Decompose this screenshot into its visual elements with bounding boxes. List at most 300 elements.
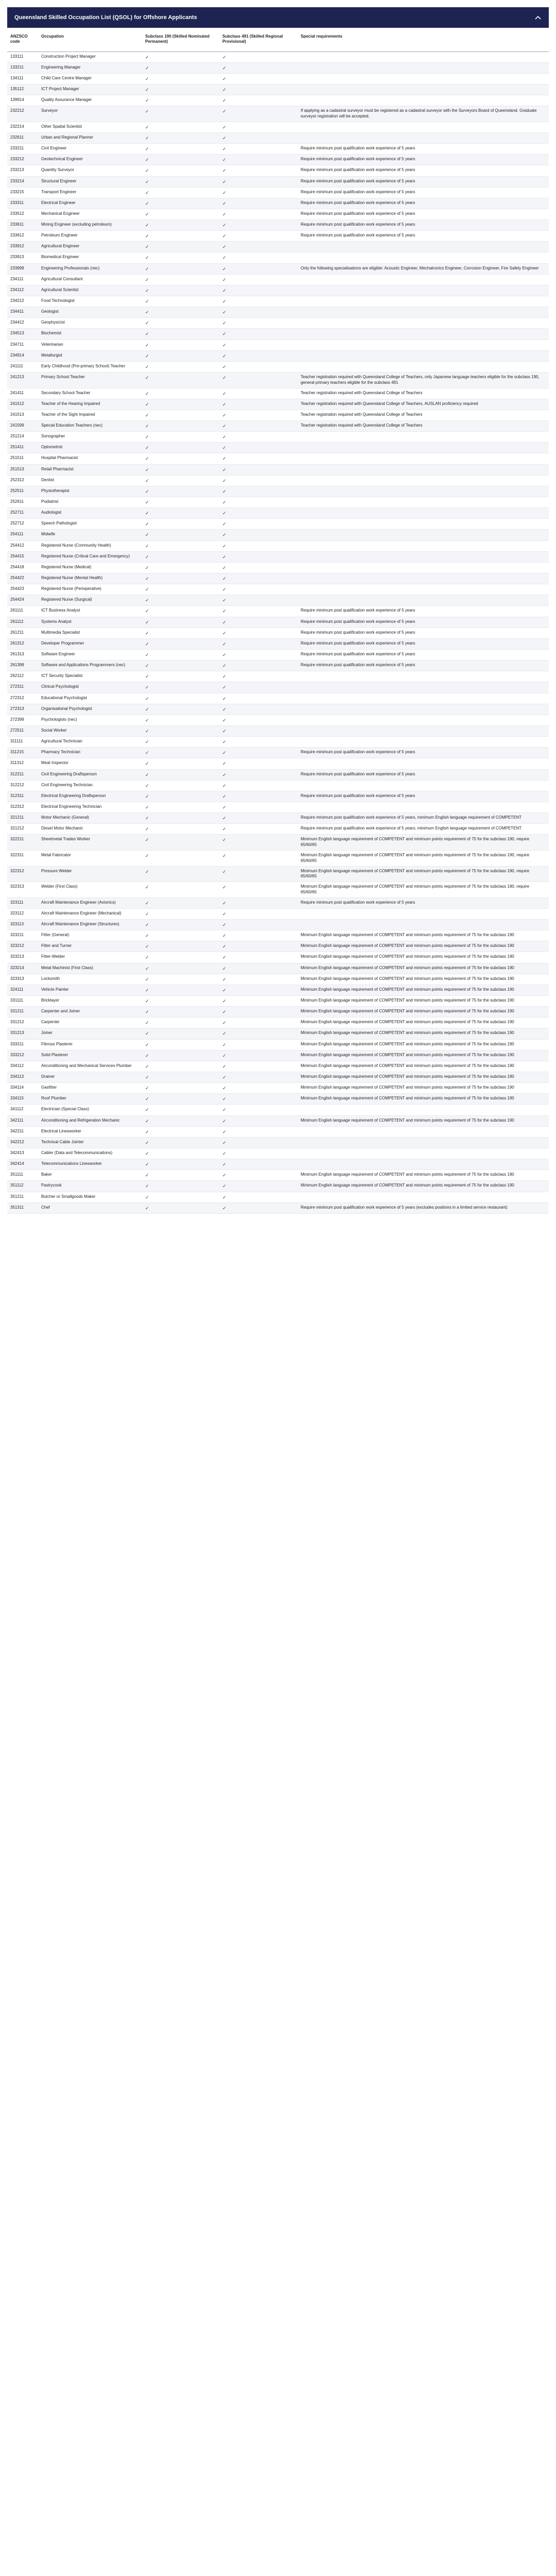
- special-requirements-cell: [298, 443, 549, 453]
- special-requirements-cell: [298, 704, 549, 715]
- special-requirements-cell: Minimum English language requirement of COMPETENT and minimum points requirement of 75 for the subclass 190: [298, 963, 549, 974]
- anzsco-code-cell: 241599: [7, 421, 38, 432]
- subclass-190-cell: ✓: [142, 930, 219, 941]
- special-requirements-cell: Minimum English language requirement of COMPETENT and minimum points requirement of 75 for the subclass 190: [298, 1170, 549, 1181]
- anzsco-code-cell: 135112: [7, 84, 38, 95]
- subclass-190-cell: ✓: [142, 73, 219, 84]
- subclass-491-cell: ✓: [219, 519, 298, 530]
- occupation-cell: Welder (First Class): [38, 882, 142, 898]
- special-requirements-cell: [298, 573, 549, 584]
- table-row: [7, 650, 549, 660]
- anzsco-code-cell: 342212: [7, 1137, 38, 1148]
- table-row: [7, 519, 549, 530]
- anzsco-code-cell: 234513: [7, 329, 38, 340]
- occupation-cell: Optometrist: [38, 443, 142, 453]
- table-row: [7, 399, 549, 410]
- occupation-cell: Bricklayer: [38, 996, 142, 1007]
- special-requirements-cell: [298, 274, 549, 285]
- subclass-491-cell: ✓: [219, 638, 298, 649]
- special-requirements-cell: [298, 584, 549, 595]
- subclass-491-cell: ✓: [219, 187, 298, 198]
- subclass-190-cell: ✓: [142, 307, 219, 318]
- subclass-190-cell: ✓: [142, 1148, 219, 1159]
- table-row: [7, 486, 549, 497]
- occupation-cell: Special Education Teachers (nec): [38, 421, 142, 432]
- special-requirements-cell: Require minimum post qualification work experience of 5 years, minimum English language requirement of COMPETENT: [298, 824, 549, 835]
- special-requirements-cell: Require minimum post qualification work experience of 5 years: [298, 628, 549, 638]
- anzsco-code-cell: 334114: [7, 1083, 38, 1094]
- anzsco-code-cell: 323111: [7, 897, 38, 908]
- subclass-190-cell: ✓: [142, 274, 219, 285]
- anzsco-code-cell: 234212: [7, 296, 38, 307]
- table-row: [7, 242, 549, 252]
- occupation-cell: Construction Project Manager: [38, 52, 142, 62]
- special-requirements-cell: [298, 671, 549, 682]
- anzsco-code-cell: 311215: [7, 748, 38, 758]
- subclass-190-cell: ✓: [142, 1050, 219, 1061]
- occupation-cell: Veterinarian: [38, 340, 142, 350]
- anzsco-code-cell: 323212: [7, 941, 38, 952]
- subclass-491-cell: ✓: [219, 475, 298, 486]
- occupation-cell: Quantity Surveyor: [38, 165, 142, 176]
- subclass-491-cell: ✓: [219, 835, 298, 851]
- special-requirements-cell: Minimum English language requirement of COMPETENT and minimum points requirement of 75 for the subclass 190: [298, 1061, 549, 1072]
- anzsco-code-cell: 331212: [7, 1018, 38, 1028]
- table-row: [7, 443, 549, 453]
- subclass-491-cell: ✓: [219, 769, 298, 780]
- anzsco-code-cell: 334113: [7, 1072, 38, 1083]
- subclass-190-cell: ✓: [142, 410, 219, 420]
- anzsco-code-cell: 254423: [7, 584, 38, 595]
- subclass-190-cell: ✓: [142, 573, 219, 584]
- occupation-cell: Electrical Engineering Draftsperson: [38, 791, 142, 802]
- table-row: [7, 1018, 549, 1028]
- subclass-190-cell: ✓: [142, 671, 219, 682]
- occupation-cell: Child Care Centre Manager: [38, 73, 142, 84]
- table-row: [7, 540, 549, 551]
- special-requirements-cell: [298, 802, 549, 812]
- subclass-491-cell: ✓: [219, 464, 298, 475]
- subclass-491-cell: ✓: [219, 908, 298, 919]
- subclass-491-cell: ✓: [219, 758, 298, 769]
- subclass-491-cell: ✓: [219, 176, 298, 187]
- anzsco-code-cell: 134111: [7, 73, 38, 84]
- subclass-491-cell: ✓: [219, 866, 298, 882]
- subclass-190-cell: ✓: [142, 1083, 219, 1094]
- anzsco-code-cell: 312312: [7, 802, 38, 812]
- subclass-190-cell: ✓: [142, 198, 219, 209]
- subclass-491-cell: ✓: [219, 1083, 298, 1094]
- occupation-cell: Electrician (Special Class): [38, 1105, 142, 1115]
- special-requirements-cell: [298, 920, 549, 930]
- anzsco-code-cell: 323112: [7, 908, 38, 919]
- table-row: [7, 165, 549, 176]
- subclass-491-cell: ✓: [219, 952, 298, 963]
- anzsco-code-cell: 254415: [7, 551, 38, 562]
- subclass-190-cell: ✓: [142, 95, 219, 106]
- anzsco-code-cell: 232212: [7, 106, 38, 122]
- special-requirements-cell: [298, 132, 549, 143]
- occupation-cell: ICT Business Analyst: [38, 606, 142, 617]
- table-row: [7, 638, 549, 649]
- subclass-491-cell: ✓: [219, 252, 298, 263]
- occupation-cell: Multimedia Specialist: [38, 628, 142, 638]
- occupation-cell: Carpenter: [38, 1018, 142, 1028]
- special-requirements-cell: [298, 1126, 549, 1137]
- occupation-cell: Early Childhood (Pre-primary School) Teacher: [38, 361, 142, 372]
- subclass-491-cell: ✓: [219, 52, 298, 62]
- occupation-cell: Surveyor: [38, 106, 142, 122]
- table-row: [7, 432, 549, 443]
- anzsco-code-cell: 322311: [7, 850, 38, 866]
- occupation-cell: Pastrycook: [38, 1181, 142, 1192]
- subclass-190-cell: ✓: [142, 263, 219, 274]
- special-requirements-cell: Teacher registration required with Queensland College of Teachers, only Japanese language teachers eligible for the subclass 190, general primary teachers eligible for the subclass 491: [298, 372, 549, 388]
- special-requirements-cell: If applying as a cadastral surveyor must be registered as a cadastral surveyor with the Surveyors Board of Queensland. Graduate surveyor registration will be accepted.: [298, 106, 549, 122]
- occupation-cell: Aircraft Maintenance Engineer (Avionics): [38, 897, 142, 908]
- table-row: [7, 1061, 549, 1072]
- anzsco-code-cell: 232214: [7, 122, 38, 132]
- table-row: [7, 758, 549, 769]
- occupation-cell: Joiner: [38, 1028, 142, 1039]
- table-row: [7, 410, 549, 420]
- anzsco-code-cell: 234111: [7, 274, 38, 285]
- special-requirements-cell: Minimum English language requirement of COMPETENT and minimum points requirement of 75 for the subclass 190, require 65/60/65: [298, 835, 549, 851]
- subclass-491-cell: ✓: [219, 122, 298, 132]
- occupation-cell: Food Technologist: [38, 296, 142, 307]
- subclass-190-cell: ✓: [142, 682, 219, 693]
- accordion-header[interactable]: [7, 7, 549, 28]
- subclass-190-cell: ✓: [142, 974, 219, 985]
- occupation-cell: Aircraft Maintenance Engineer (Structures): [38, 920, 142, 930]
- table-row: [7, 144, 549, 155]
- occupation-cell: Carpenter and Joiner: [38, 1007, 142, 1018]
- table-row: [7, 1050, 549, 1061]
- column-header-subclass-491: Subclass 491 (Skilled Regional Provisional): [219, 31, 298, 52]
- occupation-cell: Electrical Engineering Technician: [38, 802, 142, 812]
- special-requirements-cell: Minimum English language requirement of COMPETENT and minimum points requirement of 75 for the subclass 190: [298, 1050, 549, 1061]
- subclass-190-cell: ✓: [142, 660, 219, 671]
- subclass-190-cell: ✓: [142, 802, 219, 812]
- special-requirements-cell: [298, 307, 549, 318]
- special-requirements-cell: [298, 562, 549, 573]
- special-requirements-cell: [298, 1148, 549, 1159]
- table-row: [7, 791, 549, 802]
- occupation-cell: Educational Psychologist: [38, 693, 142, 704]
- anzsco-code-cell: 261312: [7, 638, 38, 649]
- table-row: [7, 606, 549, 617]
- subclass-491-cell: ✓: [219, 84, 298, 95]
- subclass-190-cell: ✓: [142, 791, 219, 802]
- subclass-491-cell: ✓: [219, 1028, 298, 1039]
- occupation-cell: Mechanical Engineer: [38, 209, 142, 219]
- anzsco-code-cell: 321212: [7, 824, 38, 835]
- table-row: [7, 274, 549, 285]
- table-row: [7, 220, 549, 231]
- occupation-cell: Registered Nurse (Mental Health): [38, 573, 142, 584]
- special-requirements-cell: [298, 725, 549, 736]
- occupation-cell: Meat Inspector: [38, 758, 142, 769]
- subclass-190-cell: ✓: [142, 530, 219, 540]
- chevron-up-icon[interactable]: [534, 14, 542, 21]
- anzsco-code-cell: 241411: [7, 388, 38, 399]
- anzsco-code-cell: 254412: [7, 540, 38, 551]
- occupation-cell: Quality Assurance Manager: [38, 95, 142, 106]
- special-requirements-cell: [298, 1105, 549, 1115]
- table-row: [7, 1126, 549, 1137]
- table-row: [7, 850, 549, 866]
- subclass-491-cell: ✓: [219, 693, 298, 704]
- anzsco-code-cell: 251513: [7, 464, 38, 475]
- anzsco-code-cell: 351111: [7, 1170, 38, 1181]
- special-requirements-cell: Minimum English language requirement of COMPETENT and minimum points requirement of 75 for the subclass 190: [298, 1181, 549, 1192]
- table-row: [7, 1039, 549, 1050]
- occupation-cell: Agricultural Consultant: [38, 274, 142, 285]
- anzsco-code-cell: 252312: [7, 475, 38, 486]
- subclass-491-cell: ✓: [219, 372, 298, 388]
- table-row: [7, 1159, 549, 1170]
- special-requirements-cell: Minimum English language requirement of COMPETENT and minimum points requirement of 75 for the subclass 190: [298, 941, 549, 952]
- subclass-491-cell: ✓: [219, 617, 298, 628]
- subclass-491-cell: ✓: [219, 584, 298, 595]
- subclass-491-cell: ✓: [219, 1115, 298, 1126]
- table-row: [7, 941, 549, 952]
- subclass-190-cell: ✓: [142, 595, 219, 606]
- special-requirements-cell: [298, 508, 549, 519]
- subclass-190-cell: ✓: [142, 432, 219, 443]
- anzsco-code-cell: 324111: [7, 985, 38, 995]
- table-row: [7, 318, 549, 329]
- subclass-190-cell: ✓: [142, 1028, 219, 1039]
- subclass-190-cell: ✓: [142, 1181, 219, 1192]
- special-requirements-cell: Require minimum post qualification work experience of 5 years: [298, 231, 549, 242]
- subclass-190-cell: ✓: [142, 638, 219, 649]
- special-requirements-cell: [298, 780, 549, 791]
- occupation-cell: Airconditioning and Mechanical Services Plumber: [38, 1061, 142, 1072]
- anzsco-code-cell: 272311: [7, 682, 38, 693]
- table-row: [7, 595, 549, 606]
- subclass-190-cell: ✓: [142, 704, 219, 715]
- special-requirements-cell: [298, 486, 549, 497]
- special-requirements-cell: [298, 475, 549, 486]
- special-requirements-cell: Minimum English language requirement of COMPETENT and minimum points requirement of 75 for the subclass 190, require 65/60/65: [298, 866, 549, 882]
- anzsco-code-cell: 251214: [7, 432, 38, 443]
- subclass-190-cell: ✓: [142, 1018, 219, 1028]
- subclass-190-cell: ✓: [142, 443, 219, 453]
- table-row: [7, 340, 549, 350]
- subclass-190-cell: ✓: [142, 562, 219, 573]
- occupation-cell: Retail Pharmacist: [38, 464, 142, 475]
- anzsco-code-cell: 261112: [7, 617, 38, 628]
- subclass-190-cell: ✓: [142, 84, 219, 95]
- subclass-190-cell: ✓: [142, 508, 219, 519]
- occupation-cell: Gasfitter: [38, 1083, 142, 1094]
- special-requirements-cell: Teacher registration required with Queensland College of Teachers: [298, 388, 549, 399]
- table-row: [7, 1137, 549, 1148]
- subclass-491-cell: ✓: [219, 361, 298, 372]
- special-requirements-cell: [298, 73, 549, 84]
- subclass-491-cell: ✓: [219, 1061, 298, 1072]
- anzsco-code-cell: 323313: [7, 974, 38, 985]
- subclass-190-cell: ✓: [142, 62, 219, 73]
- special-requirements-cell: Teacher registration required with Queensland College of Teachers: [298, 421, 549, 432]
- table-row: [7, 475, 549, 486]
- special-requirements-cell: [298, 540, 549, 551]
- anzsco-code-cell: 251411: [7, 443, 38, 453]
- table-row: [7, 584, 549, 595]
- occupation-cell: Diesel Motor Mechanic: [38, 824, 142, 835]
- occupation-cell: Engineering Manager: [38, 62, 142, 73]
- table-row: [7, 780, 549, 791]
- table-row: [7, 573, 549, 584]
- occupation-cell: Chef: [38, 1202, 142, 1213]
- subclass-190-cell: ✓: [142, 882, 219, 898]
- special-requirements-cell: Minimum English language requirement of COMPETENT and minimum points requirement of 75 for the subclass 190: [298, 952, 549, 963]
- subclass-190-cell: ✓: [142, 132, 219, 143]
- special-requirements-cell: [298, 95, 549, 106]
- subclass-190-cell: ✓: [142, 318, 219, 329]
- subclass-491-cell: ✓: [219, 737, 298, 748]
- subclass-491-cell: ✓: [219, 1126, 298, 1137]
- special-requirements-cell: Require minimum post qualification work experience of 5 years: [298, 209, 549, 219]
- subclass-190-cell: ✓: [142, 106, 219, 122]
- special-requirements-cell: Teacher registration required with Queensland College of Teachers, AUSLAN proficiency required: [298, 399, 549, 410]
- anzsco-code-cell: 261211: [7, 628, 38, 638]
- anzsco-code-cell: 321211: [7, 813, 38, 824]
- anzsco-code-cell: 341112: [7, 1105, 38, 1115]
- subclass-491-cell: ✓: [219, 1072, 298, 1083]
- occupation-cell: Psychologists (nec): [38, 715, 142, 725]
- special-requirements-cell: Require minimum post qualification work experience of 5 years: [298, 198, 549, 209]
- subclass-190-cell: ✓: [142, 1007, 219, 1018]
- subclass-190-cell: ✓: [142, 497, 219, 508]
- special-requirements-cell: Require minimum post qualification work experience of 5 years: [298, 617, 549, 628]
- anzsco-code-cell: 233912: [7, 242, 38, 252]
- special-requirements-cell: [298, 530, 549, 540]
- subclass-491-cell: ✓: [219, 198, 298, 209]
- accordion-title: Queensland Skilled Occupation List (QSOL) for Offshore Applicants: [14, 14, 197, 21]
- anzsco-code-cell: 133111: [7, 52, 38, 62]
- subclass-491-cell: ✓: [219, 421, 298, 432]
- anzsco-code-cell: 342111: [7, 1115, 38, 1126]
- subclass-190-cell: ✓: [142, 628, 219, 638]
- subclass-190-cell: ✓: [142, 372, 219, 388]
- table-row: [7, 508, 549, 519]
- table-row: [7, 996, 549, 1007]
- special-requirements-cell: [298, 715, 549, 725]
- occupation-cell: Secondary School Teacher: [38, 388, 142, 399]
- table-row: [7, 1028, 549, 1039]
- anzsco-code-cell: 233999: [7, 263, 38, 274]
- table-row: [7, 231, 549, 242]
- occupation-cell: ICT Project Manager: [38, 84, 142, 95]
- subclass-190-cell: ✓: [142, 540, 219, 551]
- subclass-491-cell: ✓: [219, 628, 298, 638]
- table-row: [7, 660, 549, 671]
- table-row: [7, 95, 549, 106]
- subclass-190-cell: ✓: [142, 220, 219, 231]
- occupation-cell: Sheetmetal Trades Worker: [38, 835, 142, 851]
- special-requirements-cell: [298, 519, 549, 530]
- anzsco-code-cell: 234914: [7, 350, 38, 361]
- occupation-cell: Urban and Regional Planner: [38, 132, 142, 143]
- anzsco-code-cell: 334115: [7, 1094, 38, 1105]
- special-requirements-cell: Minimum English language requirement of COMPETENT and minimum points requirement of 75 for the subclass 190: [298, 930, 549, 941]
- subclass-190-cell: ✓: [142, 769, 219, 780]
- special-requirements-cell: Require minimum post qualification work experience of 5 years (excludes positions in a limited service restaurant): [298, 1202, 549, 1213]
- subclass-491-cell: ✓: [219, 1202, 298, 1213]
- table-row: [7, 1148, 549, 1159]
- special-requirements-cell: [298, 252, 549, 263]
- anzsco-code-cell: 234412: [7, 318, 38, 329]
- table-row: [7, 824, 549, 835]
- special-requirements-cell: [298, 758, 549, 769]
- occupation-cell: Metal Fabricator: [38, 850, 142, 866]
- subclass-491-cell: ✓: [219, 650, 298, 660]
- table-row: [7, 1007, 549, 1018]
- subclass-491-cell: ✓: [219, 1170, 298, 1181]
- special-requirements-cell: [298, 242, 549, 252]
- occupation-cell: Civil Engineer: [38, 144, 142, 155]
- subclass-491-cell: ✓: [219, 155, 298, 165]
- anzsco-code-cell: 233213: [7, 165, 38, 176]
- subclass-491-cell: ✓: [219, 996, 298, 1007]
- special-requirements-cell: Minimum English language requirement of COMPETENT and minimum points requirement of 75 for the subclass 190: [298, 1083, 549, 1094]
- special-requirements-cell: Minimum English language requirement of COMPETENT and minimum points requirement of 75 for the subclass 190, require 65/60/65: [298, 850, 549, 866]
- table-row: [7, 106, 549, 122]
- anzsco-code-cell: 234411: [7, 307, 38, 318]
- anzsco-code-cell: 233611: [7, 220, 38, 231]
- occupation-cell: Midwife: [38, 530, 142, 540]
- subclass-491-cell: ✓: [219, 486, 298, 497]
- occupation-cell: Biochemist: [38, 329, 142, 340]
- table-row: [7, 769, 549, 780]
- subclass-190-cell: ✓: [142, 209, 219, 219]
- table-row: [7, 617, 549, 628]
- table-row: [7, 421, 549, 432]
- subclass-190-cell: ✓: [142, 144, 219, 155]
- anzsco-code-cell: 322211: [7, 835, 38, 851]
- occupation-cell: Transport Engineer: [38, 187, 142, 198]
- subclass-491-cell: ✓: [219, 62, 298, 73]
- table-row: [7, 1192, 549, 1202]
- anzsco-code-cell: 351311: [7, 1202, 38, 1213]
- table-row: [7, 388, 549, 399]
- occupation-cell: Technical Cable Jointer: [38, 1137, 142, 1148]
- occupation-cell: Organisational Psychologist: [38, 704, 142, 715]
- table-row: [7, 285, 549, 296]
- special-requirements-cell: Require minimum post qualification work experience of 5 years: [298, 748, 549, 758]
- table-row: [7, 551, 549, 562]
- subclass-491-cell: ✓: [219, 220, 298, 231]
- special-requirements-cell: Require minimum post qualification work experience of 5 years: [298, 660, 549, 671]
- occupation-cell: Pharmacy Technician: [38, 748, 142, 758]
- subclass-491-cell: ✓: [219, 1148, 298, 1159]
- subclass-491-cell: ✓: [219, 715, 298, 725]
- subclass-190-cell: ✓: [142, 1039, 219, 1050]
- subclass-190-cell: ✓: [142, 388, 219, 399]
- table-row: [7, 252, 549, 263]
- special-requirements-cell: Require minimum post qualification work experience of 5 years: [298, 155, 549, 165]
- subclass-190-cell: ✓: [142, 1126, 219, 1137]
- table-row: [7, 920, 549, 930]
- special-requirements-cell: Require minimum post qualification work experience of 5 years: [298, 638, 549, 649]
- occupation-cell: Systems Analyst: [38, 617, 142, 628]
- subclass-190-cell: ✓: [142, 464, 219, 475]
- subclass-491-cell: ✓: [219, 1137, 298, 1148]
- table-row: [7, 1105, 549, 1115]
- table-row: [7, 122, 549, 132]
